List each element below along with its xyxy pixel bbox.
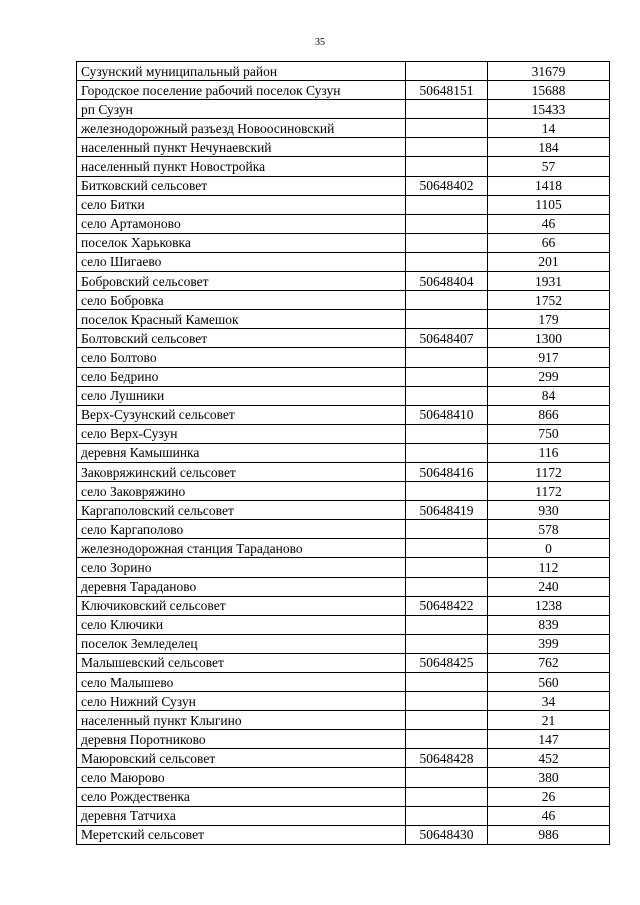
oktmo-code-cell — [406, 558, 488, 577]
oktmo-code-cell — [406, 634, 488, 653]
settlement-name-cell: рп Сузун — [77, 100, 406, 119]
page-number: 35 — [315, 37, 325, 48]
settlement-name-cell: село Бедрино — [77, 367, 406, 386]
table-row — [77, 806, 610, 825]
population-cell: 184 — [488, 138, 610, 157]
table-row — [77, 100, 610, 119]
oktmo-code-cell: 50648402 — [406, 176, 488, 195]
settlement-name-cell: поселок Харьковка — [77, 233, 406, 252]
settlement-name-cell: село Битки — [77, 195, 406, 214]
population-cell: 57 — [488, 157, 610, 176]
table-row — [77, 653, 610, 672]
population-cell: 46 — [488, 806, 610, 825]
table-body — [77, 62, 610, 845]
table-row — [77, 501, 610, 520]
population-cell: 380 — [488, 768, 610, 787]
oktmo-code-cell — [406, 443, 488, 462]
table-row — [77, 329, 610, 348]
oktmo-code-cell — [406, 692, 488, 711]
population-cell: 34 — [488, 692, 610, 711]
settlement-name-cell: Верх-Сузунский сельсовет — [77, 405, 406, 424]
oktmo-code-cell: 50648419 — [406, 501, 488, 520]
population-cell: 839 — [488, 615, 610, 634]
oktmo-code-cell: 50648410 — [406, 405, 488, 424]
population-cell: 1752 — [488, 291, 610, 310]
settlement-name-cell: поселок Земледелец — [77, 634, 406, 653]
oktmo-code-cell — [406, 233, 488, 252]
population-cell: 21 — [488, 711, 610, 730]
population-cell: 15688 — [488, 81, 610, 100]
oktmo-code-cell: 50648416 — [406, 462, 488, 481]
oktmo-code-cell — [406, 62, 488, 81]
table-row — [77, 176, 610, 195]
table-row — [77, 615, 610, 634]
settlement-name-cell: поселок Красный Камешок — [77, 310, 406, 329]
table-row — [77, 711, 610, 730]
table-row — [77, 138, 610, 157]
table-row — [77, 730, 610, 749]
population-cell: 201 — [488, 252, 610, 271]
table-row — [77, 252, 610, 271]
population-cell: 452 — [488, 749, 610, 768]
population-cell: 147 — [488, 730, 610, 749]
settlement-name-cell: Бобровский сельсовет — [77, 272, 406, 291]
table-row — [77, 768, 610, 787]
settlement-name-cell: село Каргаполово — [77, 520, 406, 539]
oktmo-code-cell: 50648407 — [406, 329, 488, 348]
table-row — [77, 692, 610, 711]
settlement-name-cell: деревня Тараданово — [77, 577, 406, 596]
settlement-name-cell: село Нижний Сузун — [77, 692, 406, 711]
population-cell: 1238 — [488, 596, 610, 615]
table-row — [77, 81, 610, 100]
settlement-name-cell: деревня Татчиха — [77, 806, 406, 825]
settlement-name-cell: село Малышево — [77, 673, 406, 692]
oktmo-code-cell — [406, 577, 488, 596]
oktmo-code-cell — [406, 673, 488, 692]
population-table — [76, 61, 610, 845]
table-row — [77, 291, 610, 310]
settlement-name-cell: село Зорино — [77, 558, 406, 577]
table-row — [77, 482, 610, 501]
population-cell: 66 — [488, 233, 610, 252]
settlement-name-cell: железнодорожный разъезд Новоосиновский — [77, 119, 406, 138]
table-row — [77, 195, 610, 214]
table-row — [77, 596, 610, 615]
population-cell: 1931 — [488, 272, 610, 291]
population-cell: 14 — [488, 119, 610, 138]
settlement-name-cell: село Бобровка — [77, 291, 406, 310]
oktmo-code-cell — [406, 310, 488, 329]
table-row — [77, 539, 610, 558]
table-row — [77, 424, 610, 443]
population-cell: 399 — [488, 634, 610, 653]
oktmo-code-cell — [406, 100, 488, 119]
population-cell: 15433 — [488, 100, 610, 119]
population-cell: 240 — [488, 577, 610, 596]
population-cell: 866 — [488, 405, 610, 424]
oktmo-code-cell — [406, 252, 488, 271]
population-cell: 116 — [488, 443, 610, 462]
oktmo-code-cell — [406, 386, 488, 405]
oktmo-code-cell — [406, 482, 488, 501]
settlement-name-cell: село Шигаево — [77, 252, 406, 271]
population-cell: 1300 — [488, 329, 610, 348]
oktmo-code-cell — [406, 539, 488, 558]
table-row — [77, 367, 610, 386]
table-row — [77, 157, 610, 176]
settlement-name-cell: Сузунский муниципальный район — [77, 62, 406, 81]
settlement-name-cell: Каргаполовский сельсовет — [77, 501, 406, 520]
oktmo-code-cell: 50648151 — [406, 81, 488, 100]
table-row — [77, 233, 610, 252]
population-cell: 1418 — [488, 176, 610, 195]
table-row — [77, 62, 610, 81]
population-cell: 1172 — [488, 462, 610, 481]
oktmo-code-cell — [406, 348, 488, 367]
table-row — [77, 577, 610, 596]
settlement-name-cell: деревня Поротниково — [77, 730, 406, 749]
oktmo-code-cell: 50648428 — [406, 749, 488, 768]
population-cell: 46 — [488, 214, 610, 233]
population-cell: 0 — [488, 539, 610, 558]
settlement-name-cell: село Верх-Сузун — [77, 424, 406, 443]
table-row — [77, 272, 610, 291]
population-cell: 26 — [488, 787, 610, 806]
oktmo-code-cell — [406, 806, 488, 825]
table-row — [77, 673, 610, 692]
settlement-name-cell: Заковряжинский сельсовет — [77, 462, 406, 481]
oktmo-code-cell: 50648422 — [406, 596, 488, 615]
table-row — [77, 386, 610, 405]
oktmo-code-cell — [406, 730, 488, 749]
settlement-name-cell: село Рождественка — [77, 787, 406, 806]
population-cell: 560 — [488, 673, 610, 692]
settlement-name-cell: деревня Камышинка — [77, 443, 406, 462]
population-cell: 112 — [488, 558, 610, 577]
oktmo-code-cell — [406, 138, 488, 157]
oktmo-code-cell — [406, 768, 488, 787]
population-cell: 578 — [488, 520, 610, 539]
population-cell: 1105 — [488, 195, 610, 214]
population-cell: 930 — [488, 501, 610, 520]
settlement-name-cell: железнодорожная станция Тараданово — [77, 539, 406, 558]
oktmo-code-cell — [406, 711, 488, 730]
population-cell: 31679 — [488, 62, 610, 81]
settlement-name-cell: Меретский сельсовет — [77, 825, 406, 844]
oktmo-code-cell: 50648425 — [406, 653, 488, 672]
settlement-name-cell: село Лушники — [77, 386, 406, 405]
settlement-name-cell: село Артамоново — [77, 214, 406, 233]
oktmo-code-cell — [406, 615, 488, 634]
table-row — [77, 443, 610, 462]
settlement-name-cell: село Болтово — [77, 348, 406, 367]
settlement-name-cell: населенный пункт Клыгино — [77, 711, 406, 730]
table-row — [77, 787, 610, 806]
oktmo-code-cell — [406, 195, 488, 214]
oktmo-code-cell — [406, 367, 488, 386]
table-row — [77, 558, 610, 577]
oktmo-code-cell — [406, 520, 488, 539]
table-row — [77, 462, 610, 481]
oktmo-code-cell — [406, 157, 488, 176]
oktmo-code-cell: 50648404 — [406, 272, 488, 291]
table-row — [77, 214, 610, 233]
settlement-name-cell: село Заковряжино — [77, 482, 406, 501]
settlement-name-cell: населенный пункт Новостройка — [77, 157, 406, 176]
settlement-name-cell: Ключиковский сельсовет — [77, 596, 406, 615]
table-row — [77, 405, 610, 424]
table-row — [77, 520, 610, 539]
table-row — [77, 634, 610, 653]
population-cell: 84 — [488, 386, 610, 405]
table-row — [77, 749, 610, 768]
settlement-name-cell: населенный пункт Нечунаевский — [77, 138, 406, 157]
settlement-name-cell: Болтовский сельсовет — [77, 329, 406, 348]
oktmo-code-cell — [406, 119, 488, 138]
population-cell: 179 — [488, 310, 610, 329]
oktmo-code-cell: 50648430 — [406, 825, 488, 844]
settlement-name-cell: Маюровский сельсовет — [77, 749, 406, 768]
oktmo-code-cell — [406, 787, 488, 806]
table-row — [77, 348, 610, 367]
population-cell: 917 — [488, 348, 610, 367]
population-cell: 1172 — [488, 482, 610, 501]
settlement-name-cell: село Маюрово — [77, 768, 406, 787]
settlement-name-cell: село Ключики — [77, 615, 406, 634]
oktmo-code-cell — [406, 291, 488, 310]
table-row — [77, 119, 610, 138]
table-row — [77, 825, 610, 844]
oktmo-code-cell — [406, 424, 488, 443]
table-row — [77, 310, 610, 329]
settlement-name-cell: Городское поселение рабочий поселок Сузун — [77, 81, 406, 100]
population-cell: 762 — [488, 653, 610, 672]
oktmo-code-cell — [406, 214, 488, 233]
population-cell: 750 — [488, 424, 610, 443]
population-cell: 299 — [488, 367, 610, 386]
settlement-name-cell: Малышевский сельсовет — [77, 653, 406, 672]
settlement-name-cell: Битковский сельсовет — [77, 176, 406, 195]
population-cell: 986 — [488, 825, 610, 844]
